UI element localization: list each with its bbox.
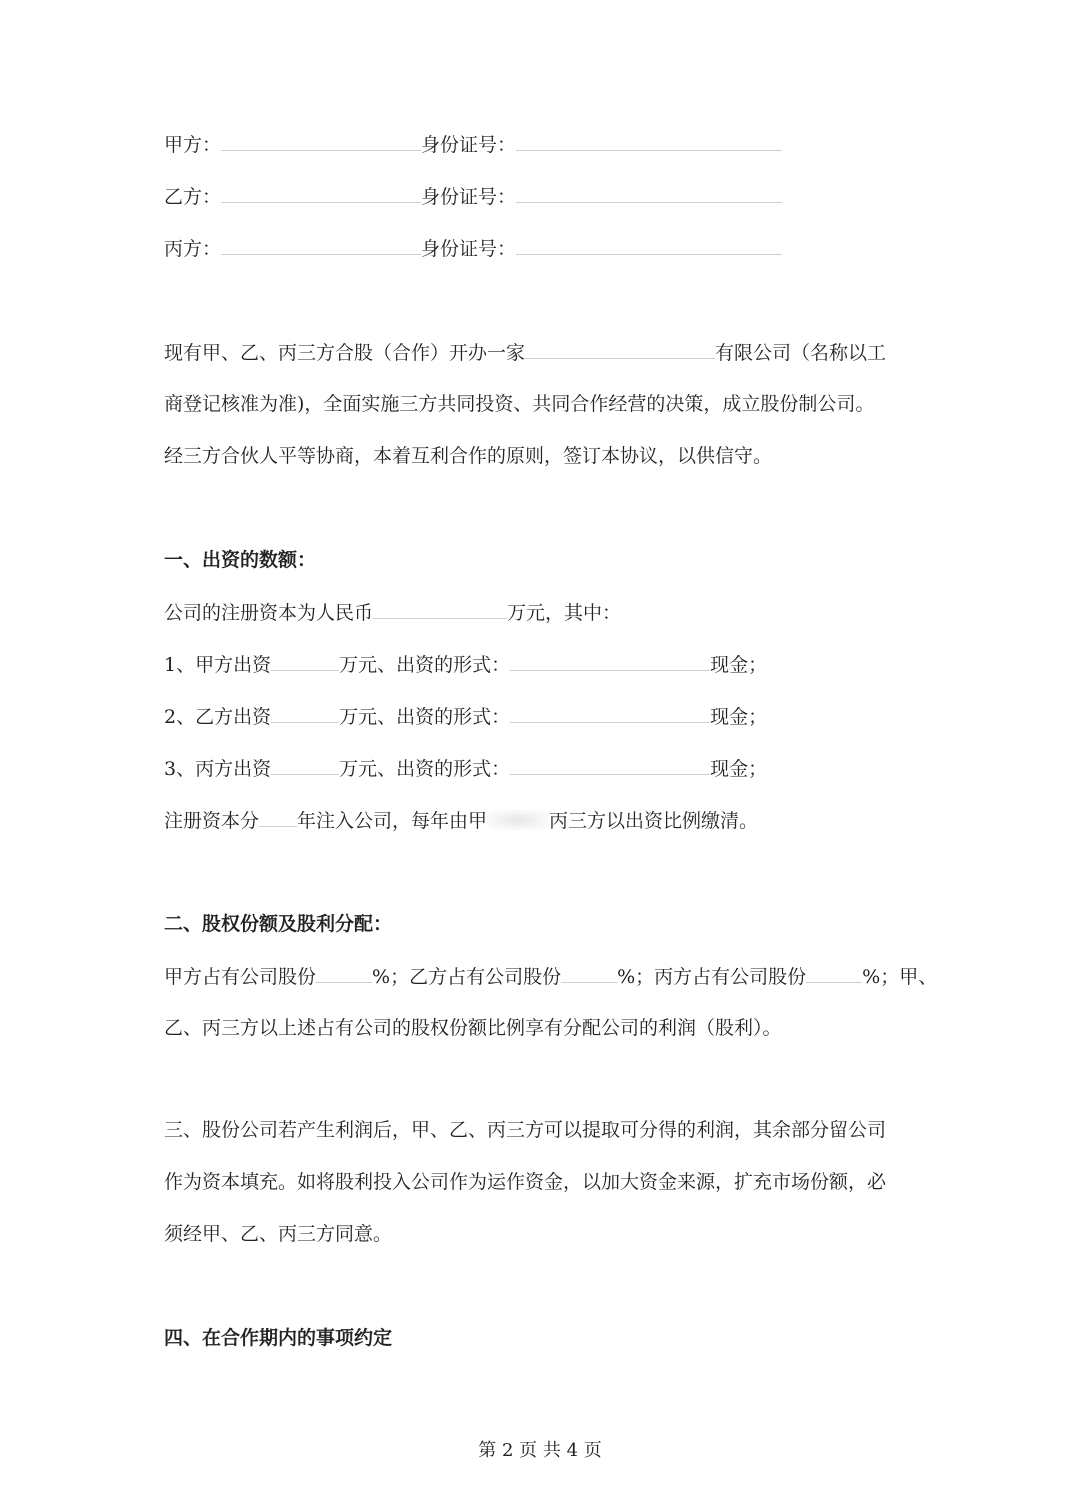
contribution-cash: 现金； xyxy=(710,654,768,676)
section-1-heading: 一、出资的数额： xyxy=(164,549,317,571)
equity-line-1 xyxy=(164,962,938,991)
party-label: 甲方： xyxy=(164,134,222,156)
intro-text: 现有甲、乙、丙三方合股（合作）开办一家 xyxy=(164,342,526,364)
amount-blank xyxy=(271,650,339,671)
intro-text: 有限公司（名称以工 xyxy=(715,342,887,364)
party-row-jia xyxy=(164,130,924,159)
id-label: 身份证号： xyxy=(421,238,517,260)
section-2-heading: 二、股权份额及股利分配： xyxy=(164,913,393,935)
party-row-yi xyxy=(164,182,924,211)
party-row-bing xyxy=(164,234,924,263)
section-4-heading: 四、在合作期内的事项约定 xyxy=(164,1327,393,1349)
share-blank xyxy=(806,962,862,983)
party-label: 乙方： xyxy=(164,186,222,208)
name-blank xyxy=(221,234,421,255)
years-blank xyxy=(259,806,297,827)
amount-blank xyxy=(271,754,339,775)
installment-text: 丙三方以出资比例缴清。 xyxy=(549,810,759,832)
equity-line-2: 乙、丙三方以上述占有公司的股权份额比例享有分配公司的利润（股利）。 xyxy=(164,1017,782,1039)
installment-line xyxy=(164,806,924,835)
contribution-form-label: 万元、出资的形式： xyxy=(339,758,511,780)
name-blank xyxy=(221,130,421,151)
share-blank xyxy=(316,962,372,983)
contribution-row-1 xyxy=(164,650,924,679)
party-label: 丙方： xyxy=(164,238,222,260)
redaction-smudge xyxy=(487,810,549,830)
amount-blank xyxy=(271,702,339,723)
share-blank xyxy=(561,962,617,983)
form-blank xyxy=(510,702,710,723)
capital-amount-blank xyxy=(373,598,507,619)
page-number-footer: 第 2 页 共 4 页 xyxy=(478,1440,602,1461)
equity-text: %；甲、 xyxy=(862,966,938,988)
id-label: 身份证号： xyxy=(421,186,517,208)
capital-line xyxy=(164,598,924,627)
profit-line-1: 三、股份公司若产生利润后，甲、乙、丙三方可以提取可分得的利润，其余部分留公司 xyxy=(164,1119,887,1141)
company-name-blank xyxy=(525,338,715,359)
installment-text: 年注入公司，每年由甲 xyxy=(297,810,488,832)
id-blank xyxy=(516,182,782,203)
installment-text: 注册资本分 xyxy=(164,810,260,832)
intro-line-1 xyxy=(164,338,924,367)
contribution-row-2 xyxy=(164,702,924,731)
id-blank xyxy=(516,130,782,151)
contribution-cash: 现金； xyxy=(710,758,768,780)
capital-text: 公司的注册资本为人民币 xyxy=(164,602,374,624)
contribution-cash: 现金； xyxy=(710,706,768,728)
profit-line-2: 作为资本填充。如将股利投入公司作为运作资金，以加大资金来源，扩充市场份额，必 xyxy=(164,1171,887,1193)
equity-text: 甲方占有公司股份 xyxy=(164,966,317,988)
equity-text: %；乙方占有公司股份 xyxy=(372,966,562,988)
contribution-party: 1、甲方出资 xyxy=(164,654,272,676)
capital-text: 万元，其中： xyxy=(507,602,622,624)
id-label: 身份证号： xyxy=(421,134,517,156)
id-blank xyxy=(516,234,782,255)
contribution-party: 3、丙方出资 xyxy=(164,758,272,780)
contribution-form-label: 万元、出资的形式： xyxy=(339,706,511,728)
profit-line-3: 须经甲、乙、丙三方同意。 xyxy=(164,1223,393,1245)
intro-line-3: 经三方合伙人平等协商，本着互利合作的原则，签订本协议，以供信守。 xyxy=(164,445,773,467)
intro-line-2: 商登记核准为准)，全面实施三方共同投资、共同合作经营的决策，成立股份制公司。 xyxy=(164,393,875,415)
form-blank xyxy=(510,754,710,775)
name-blank xyxy=(221,182,421,203)
contribution-party: 2、乙方出资 xyxy=(164,706,272,728)
equity-text: %；丙方占有公司股份 xyxy=(617,966,807,988)
form-blank xyxy=(510,650,710,671)
contribution-form-label: 万元、出资的形式： xyxy=(339,654,511,676)
contribution-row-3 xyxy=(164,754,924,783)
